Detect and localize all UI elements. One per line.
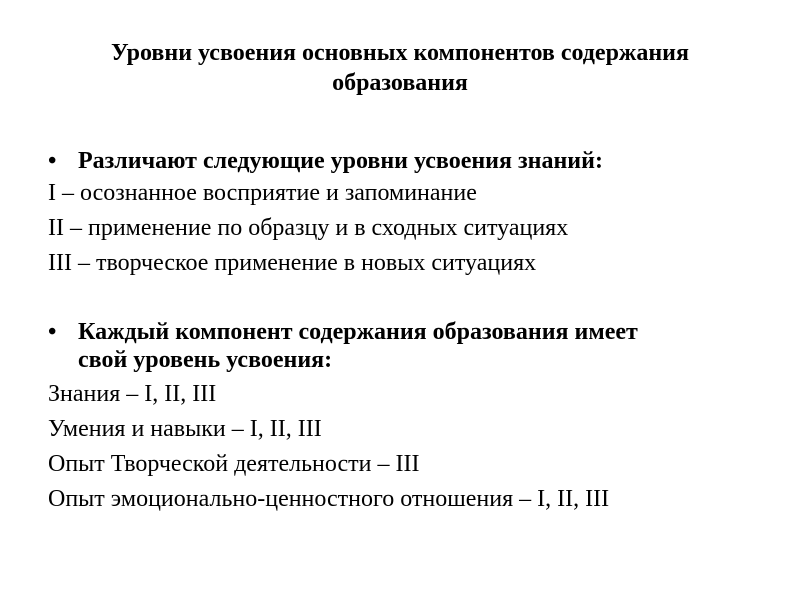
level-item-1: I – осознанное восприятие и запоминание <box>48 180 477 206</box>
slide-title-line-1: Уровни усвоения основных компонентов содержания <box>111 40 689 66</box>
level-item-2: II – применение по образцу и в сходных ситуациях <box>48 215 569 241</box>
component-item-3: Опыт Творческой деятельности – III <box>48 451 420 477</box>
component-item-2: Умения и навыки – I, II, III <box>48 416 322 442</box>
component-item-1: Знания – I, II, III <box>48 381 217 407</box>
bullet-heading-levels-text: Различают следующие уровни усвоения знаний: <box>78 148 603 174</box>
bullet-heading-components-line-2: свой уровень усвоения: <box>78 347 333 373</box>
slide-title <box>60 38 740 98</box>
bullet-heading-components-line-1: Каждый компонент содержания образования имеет <box>78 319 638 345</box>
level-item-3: III – творческое применение в новых ситуациях <box>48 250 537 276</box>
bullet-dot: • <box>48 148 57 174</box>
component-item-4: Опыт эмоционально-ценностного отношения – I, II, III <box>48 486 610 512</box>
slide-title-line-2: образования <box>332 70 468 96</box>
bullet-dot: • <box>48 319 57 345</box>
